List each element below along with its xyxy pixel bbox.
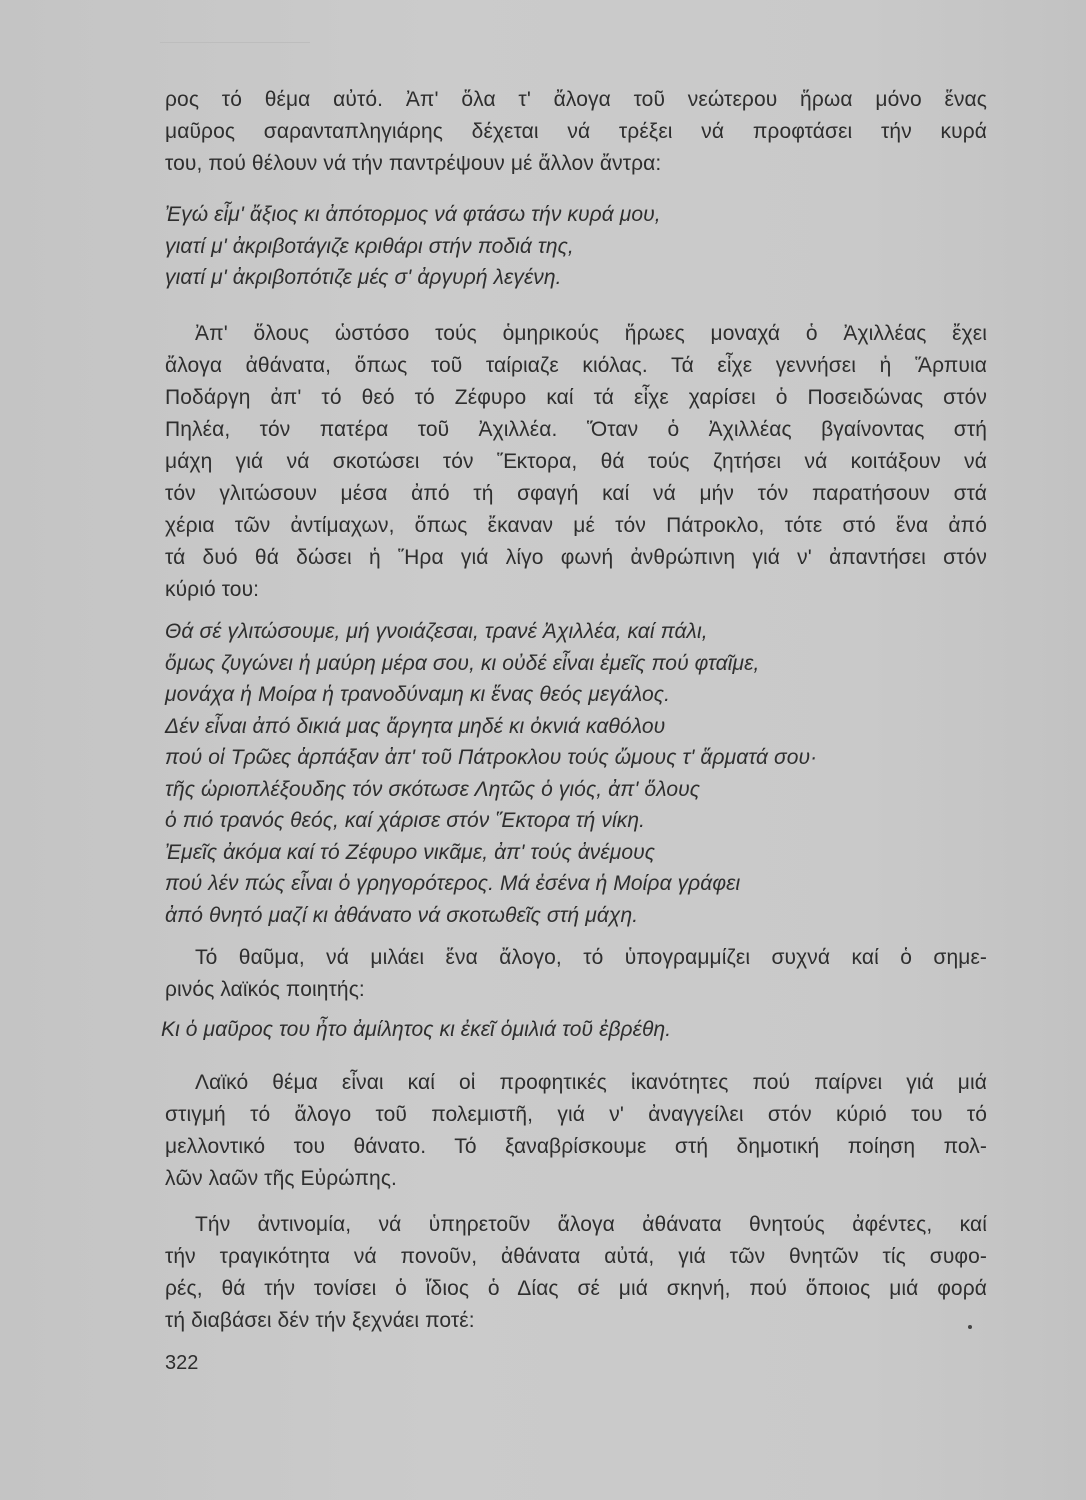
text-line: μάχη γιά νά σκοτώσει τόν Ἕκτορα, θά τούς ζητήσει νά κοιτάξουν νά [165,450,987,473]
verse-line: ὅμως ζυγώνει ἡ μαύρη μέρα σου, κι οὐδέ εἶναι ἐμεῖς πού φταῖμε, [165,651,760,675]
text-line: του, πού θέλουν νά τήν παντρέψουν μέ ἄλλον ἄντρα: [165,152,662,175]
paragraph-5 [165,1209,987,1337]
paragraph-4 [165,1067,987,1195]
verse-line: ὁ πιό τρανός θεός, καί χάρισε στόν Ἕκτορα τή νίκη. [165,809,646,832]
paragraph-1 [165,84,987,180]
text-line: Λαϊκό θέμα εἶναι καί οἱ προφητικές ἱκανότητες πού παίρνει γιά μιά [195,1071,987,1094]
text-line: Ἀπ' ὅλους ὡστόσο τούς ὁμηρικούς ἥρωες μοναχά ὁ Ἀχιλλέας ἔχει [195,322,987,345]
verse-line: τῆς ὡριοπλέξουδης τόν σκότωσε Λητῶς ὁ γιός, ἀπ' ὅλους [165,777,701,801]
verse-line: ἀπό θνητό μαζί κι ἀθάνατο νά σκοτωθεῖς στή μάχη. [165,903,639,927]
text-line: κύριό του: [165,578,260,601]
verse-3 [161,1014,987,1046]
verse-line: Δέν εἶναι ἀπό δικιά μας ἄργητα μηδέ κι ὀκνιά καθόλου [165,714,666,738]
verse-line: γιατί μ' ἀκριβοτάγιζε κριθάρι στήν ποδιά της, [165,234,574,258]
verse-line: Ἐγώ εἶμ' ἄξιος κι ἀπότορμος νά φτάσω τήν κυρά μου, [165,203,661,226]
text-line: ρινός λαϊκός ποιητής: [165,978,365,1001]
text-line: ρές, θά τήν τονίσει ὁ ἴδιος ὁ Δίας σέ μιά σκηνή, πού ὅποιος μιά φορά [165,1277,987,1300]
text-line: Ποδάργη ἀπ' τό θεό τό Ζέφυρο καί τά εἶχε χαρίσει ὁ Ποσειδώνας στόν [165,386,987,409]
page-number: 322 [165,1352,199,1374]
text-line: λῶν λαῶν τῆς Εὐρώπης. [165,1167,397,1190]
verse-line: πού λέν πώς εἶναι ὁ γρηγορότερος. Μά ἐσένα ἡ Μοίρα γράφει [165,872,741,895]
verse-line: γιατί μ' ἀκριβοπότιζε μές σ' ἀργυρή λεγένη. [165,266,562,289]
text-line: στιγμή τό ἄλογο τοῦ πολεμιστῆ, γιά ν' ἀναγγείλει στόν κύριό του τό [165,1103,987,1126]
text-line: τά δυό θά δώσει ἡ Ἥρα γιά λίγο φωνή ἀνθρώπινη γιά ν' ἀπαντήσει στόν [165,546,987,569]
text-line: τόν γλιτώσουν μέσα ἀπό τή σφαγή καί νά μήν τόν παρατήσουν στά [165,482,987,505]
text-line: Τό θαῦμα, νά μιλάει ἕνα ἄλογο, τό ὑπογραμμίζει συχνά καί ὁ σημε- [195,946,987,969]
text-line: Τήν ἀντινομία, νά ὑπηρετοῦν ἄλογα ἀθάνατα θνητούς ἀφέντες, καί [195,1213,987,1236]
text-line: τήν τραγικότητα νά πονοῦν, ἀθάνατα αὐτά, γιά τῶν θνητῶν τίς συφο- [165,1245,987,1268]
verse-line: Κι ὁ μαῦρος του ἦτο ἀμίλητος κι ἐκεῖ ὁμιλιά τοῦ ἐβρέθη. [161,1018,672,1041]
scan-edge-line [160,42,310,43]
paragraph-3 [165,942,987,1006]
text-line: ἄλογα ἀθάνατα, ὅπως τοῦ ταίριαζε κιόλας. Τά εἶχε γεννήσει ἡ Ἅρπυια [165,354,987,377]
text-line: ρος τό θέμα αὐτό. Ἀπ' ὅλα τ' ἄλογα τοῦ νεώτερου ἥρωα μόνο ἕνας [165,88,987,111]
verse-line: Θά σέ γλιτώσουμε, μή γνοιάζεσαι, τρανέ Ἀχιλλέα, καί πάλι, [165,620,708,643]
verse-line: πού οἱ Τρῶες ἁρπάξαν ἀπ' τοῦ Πάτροκλου τούς ὤμους τ' ἅρματά σου· [165,746,818,769]
paragraph-2 [165,318,987,606]
verse-line: μονάχα ἡ Μοίρα ἡ τρανοδύναμη κι ἕνας θεός μεγάλος. [165,683,671,706]
text-line: μαῦρος σαρανταπληγιάρης δέχεται νά τρέξει νά προφτάσει τήν κυρά [165,120,987,143]
verse-line: Ἐμεῖς ἀκόμα καί τό Ζέφυρο νικᾶμε, ἀπ' τούς ἀνέμους [165,840,656,864]
scan-speck [968,1325,972,1329]
verse-2 [165,616,987,931]
verse-1 [165,199,987,294]
text-line: Πηλέα, τόν πατέρα τοῦ Ἀχιλλέα. Ὅταν ὁ Ἀχιλλέας βγαίνοντας στή [165,418,987,441]
text-line: τή διαβάσει δέν τήν ξεχνάει ποτέ: [165,1309,475,1332]
text-line: χέρια τῶν ἀντίμαχων, ὅπως ἔκαναν μέ τόν Πάτροκλο, τότε στό ἕνα ἀπό [165,514,987,537]
text-line: μελλοντικό του θάνατο. Τό ξαναβρίσκουμε στή δημοτική ποίηση πολ- [165,1135,987,1158]
